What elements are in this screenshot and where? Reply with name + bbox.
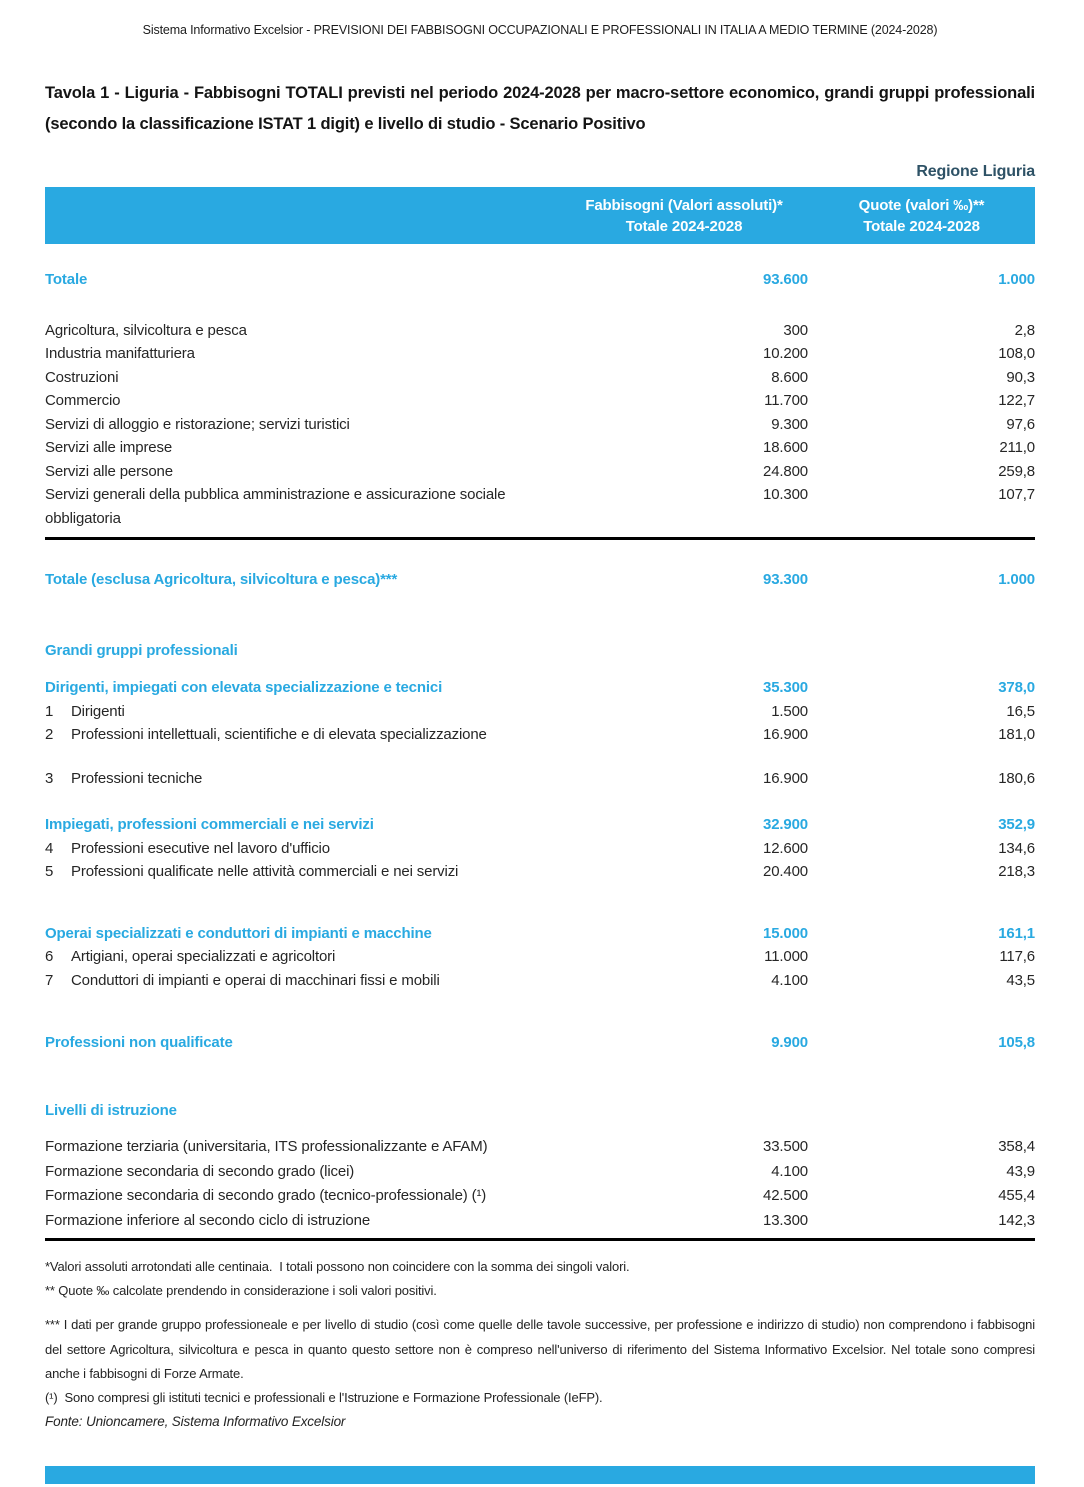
- row-number: 7: [45, 971, 54, 989]
- table-row: [45, 767, 1035, 791]
- row-value-quote: 181,0: [998, 726, 1035, 743]
- row-label: Commercio: [45, 392, 121, 409]
- section-heading-education: [45, 1099, 1035, 1123]
- row-label: Professioni qualificate nelle attività commerciali e nei servizi: [71, 863, 459, 880]
- row-value-fabbisogni: 9.300: [771, 415, 808, 433]
- page-footer-accent-bar: [45, 1466, 1035, 1484]
- row-value-quote: 358,4: [998, 1138, 1035, 1155]
- row-value-fabbisogni: 18.600: [763, 439, 808, 456]
- row-value-fabbisogni: 42.500: [763, 1187, 808, 1204]
- region-label: Regione Liguria: [916, 163, 1035, 180]
- sector-rows: [45, 319, 1035, 531]
- row-value-fabbisogni: 10.300: [763, 486, 808, 503]
- table-row: [45, 723, 1035, 747]
- row-value-fabbisogni: 12.600: [763, 839, 808, 857]
- row-value-quote: 259,8: [998, 462, 1035, 480]
- row-value-fabbisogni: 11.000: [764, 948, 808, 965]
- row-value-quote: 1.000: [998, 271, 1035, 288]
- table-row: [45, 436, 1035, 460]
- row-value-quote: 455,4: [998, 1187, 1035, 1204]
- row-number: 3: [45, 769, 54, 787]
- row-value-quote: 107,7: [998, 486, 1035, 503]
- document-header: Sistema Informativo Excelsior - PREVISIONI DEI FABBISOGNI OCCUPAZIONALI E PROFESSIONALI IN ITALIA A MEDIO TERMINE (2024-2028): [142, 23, 938, 37]
- row-value-quote: 142,3: [998, 1211, 1035, 1229]
- footnote-double-asterisk: ** Quote ‰ calcolate prendendo in considerazione i soli valori positivi.: [45, 1283, 437, 1298]
- row-label: Professioni tecniche: [71, 769, 203, 787]
- row-label: Totale: [45, 271, 88, 288]
- row-label: Dirigenti: [71, 702, 125, 720]
- row-number: 6: [45, 948, 54, 965]
- row-value-quote: 108,0: [998, 345, 1035, 362]
- table-row-total-esclusa: [45, 568, 1035, 592]
- row-label: Formazione terziaria (universitaria, ITS professionalizzante e AFAM): [45, 1138, 488, 1155]
- row-value-fabbisogni: 32.900: [763, 816, 808, 833]
- row-value-quote: 211,0: [999, 439, 1035, 456]
- row-number: 5: [45, 863, 54, 880]
- row-label: Totale (esclusa Agricoltura, silvicoltura e pesca)***: [45, 571, 398, 588]
- footnote-superscript-1: (¹) Sono compresi gli istituti tecnici e professionali e l'Istruzione e Formazione Professionale (IeFP).: [45, 1389, 603, 1405]
- row-label: Artigiani, operai specializzati e agricoltori: [71, 948, 336, 965]
- table-row: [45, 860, 1035, 884]
- row-value-fabbisogni: 4.100: [771, 971, 808, 989]
- table-row: [45, 389, 1035, 413]
- table-row: [45, 1135, 1035, 1160]
- row-value-quote: 180,6: [998, 769, 1035, 787]
- divider-rule: [45, 1238, 1035, 1241]
- col-subheader-quote: Totale 2024-2028: [863, 217, 980, 235]
- table-row: [45, 1160, 1035, 1185]
- table-row-group: [45, 676, 1035, 700]
- table-row: [45, 969, 1035, 993]
- page-container: [0, 22, 1084, 1430]
- row-value-fabbisogni: 35.300: [763, 679, 808, 696]
- table-row: [45, 413, 1035, 437]
- row-value-fabbisogni: 15.000: [763, 924, 808, 942]
- row-label: Professioni non qualificate: [45, 1034, 233, 1051]
- row-label: Formazione secondaria di secondo grado (tecnico-professionale) (¹): [45, 1187, 487, 1204]
- row-value-quote: 43,9: [1006, 1162, 1035, 1180]
- row-label: Servizi alle persone: [45, 462, 173, 480]
- row-value-fabbisogni: 16.900: [763, 726, 808, 743]
- row-value-fabbisogni: 20.400: [763, 863, 808, 880]
- row-value-quote: 16,5: [1006, 702, 1035, 720]
- table-row: [45, 342, 1035, 366]
- row-value-fabbisogni: 8.600: [771, 368, 808, 386]
- row-label: Professioni esecutive nel lavoro d'ufficio: [71, 839, 330, 857]
- row-value-quote: 90,3: [1006, 368, 1035, 386]
- row-value-fabbisogni: 10.200: [763, 345, 808, 362]
- table-row: [45, 945, 1035, 969]
- page-title: Tavola 1 - Liguria - Fabbisogni TOTALI previsti nel periodo 2024-2028 per macro-settore economico, grandi gruppi professionali (secondo la classificazione ISTAT 1 digit) e livello di studio - Scenario Positivo: [45, 84, 1035, 133]
- table-row-total: [45, 268, 1035, 292]
- row-label: Impiegati, professioni commerciali e nei servizi: [45, 816, 374, 833]
- row-value-fabbisogni: 9.900: [771, 1034, 808, 1051]
- row-label: Conduttori di impianti e operai di macchinari fissi e mobili: [71, 971, 440, 989]
- section-heading-groups: [45, 639, 1035, 663]
- divider-rule: [45, 537, 1035, 540]
- row-number: 2: [45, 726, 54, 743]
- row-label: Servizi alle imprese: [45, 439, 173, 456]
- table-row-group: [45, 813, 1035, 837]
- row-value-quote: 134,6: [998, 839, 1035, 857]
- row-label: Operai specializzati e conduttori di impianti e macchine: [45, 924, 432, 942]
- row-value-fabbisogni: 24.800: [763, 462, 808, 480]
- education-rows: [45, 1135, 1035, 1233]
- row-label: Industria manifatturiera: [45, 345, 195, 362]
- row-label: Professioni intellettuali, scientifiche e di elevata specializzazione: [71, 726, 487, 743]
- row-value-quote: 97,6: [1006, 415, 1035, 433]
- row-value-quote: 122,7: [998, 392, 1035, 409]
- row-value-quote: 352,9: [998, 816, 1035, 833]
- table-header-bar: [45, 187, 1035, 244]
- footnote-asterisk: *Valori assoluti arrotondati alle centinaia. I totali possono non coincidere con la somma dei singoli valori.: [45, 1259, 630, 1274]
- row-label: Formazione inferiore al secondo ciclo di istruzione: [45, 1211, 371, 1229]
- section-label: Grandi gruppi professionali: [45, 641, 238, 659]
- row-label: Servizi di alloggio e ristorazione; servizi turistici: [45, 415, 350, 433]
- row-value-quote: 117,6: [999, 948, 1035, 965]
- row-number: 4: [45, 839, 54, 857]
- table-row: [45, 366, 1035, 390]
- row-label: Costruzioni: [45, 368, 119, 386]
- row-value-fabbisogni: 33.500: [763, 1138, 808, 1155]
- row-value-fabbisogni: 1.500: [771, 702, 808, 720]
- row-label: Servizi generali della pubblica amministrazione e assicurazione sociale obbligatoria: [45, 486, 506, 527]
- row-number: 1: [45, 702, 54, 720]
- table-row: [45, 837, 1035, 861]
- row-value-fabbisogni: 11.700: [764, 392, 808, 409]
- section-label: Livelli di istruzione: [45, 1101, 177, 1119]
- table-row: [45, 700, 1035, 724]
- footnote-triple-asterisk: *** I dati per grande gruppo professioneale e per livello di studio (così come quelle delle tavole successive, per professione e indirizzo di studio) non comprendono i fabbisogni del settore Agricoltura, silvicoltura e pesca in quanto questo settore non è compreso nell'universo di riferimento del Sistema Informativo Excelsior. Nel totale sono compresi anche i fabbisogni di Forze Armate.: [45, 1317, 1035, 1381]
- document-page: [0, 22, 1084, 1487]
- table-row: [45, 319, 1035, 343]
- table-row: [45, 1184, 1035, 1209]
- table-row-group: [45, 1031, 1035, 1055]
- row-value-quote: 218,3: [998, 863, 1035, 880]
- row-value-fabbisogni: 13.300: [763, 1211, 808, 1229]
- source-line: Fonte: Unioncamere, Sistema Informativo Excelsior: [45, 1413, 346, 1429]
- table-row: [45, 1209, 1035, 1234]
- row-label: Dirigenti, impiegati con elevata specializzazione e tecnici: [45, 679, 443, 696]
- row-value-fabbisogni: 16.900: [763, 769, 808, 787]
- col-header-quote: Quote (valori ‰)**: [858, 196, 985, 214]
- table-row-group: [45, 922, 1035, 946]
- row-value-quote: 2,8: [1014, 321, 1035, 339]
- row-value-quote: 161,1: [998, 924, 1035, 942]
- row-value-quote: 1.000: [998, 571, 1035, 588]
- row-value-quote: 43,5: [1006, 971, 1035, 989]
- row-value-quote: 378,0: [998, 679, 1035, 696]
- col-header-fabbisogni: Fabbisogni (Valori assoluti)*: [585, 196, 783, 214]
- row-value-fabbisogni: 300: [783, 321, 808, 339]
- row-value-fabbisogni: 93.300: [763, 571, 808, 588]
- row-value-fabbisogni: 4.100: [771, 1162, 808, 1180]
- row-label: Agricoltura, silvicoltura e pesca: [45, 321, 247, 339]
- row-value-quote: 105,8: [998, 1034, 1035, 1051]
- col-subheader-fabbisogni: Totale 2024-2028: [625, 217, 743, 235]
- row-value-fabbisogni: 93.600: [763, 271, 808, 288]
- table-row: [45, 483, 1035, 530]
- table-row: [45, 460, 1035, 484]
- row-label: Formazione secondaria di secondo grado (licei): [45, 1162, 355, 1180]
